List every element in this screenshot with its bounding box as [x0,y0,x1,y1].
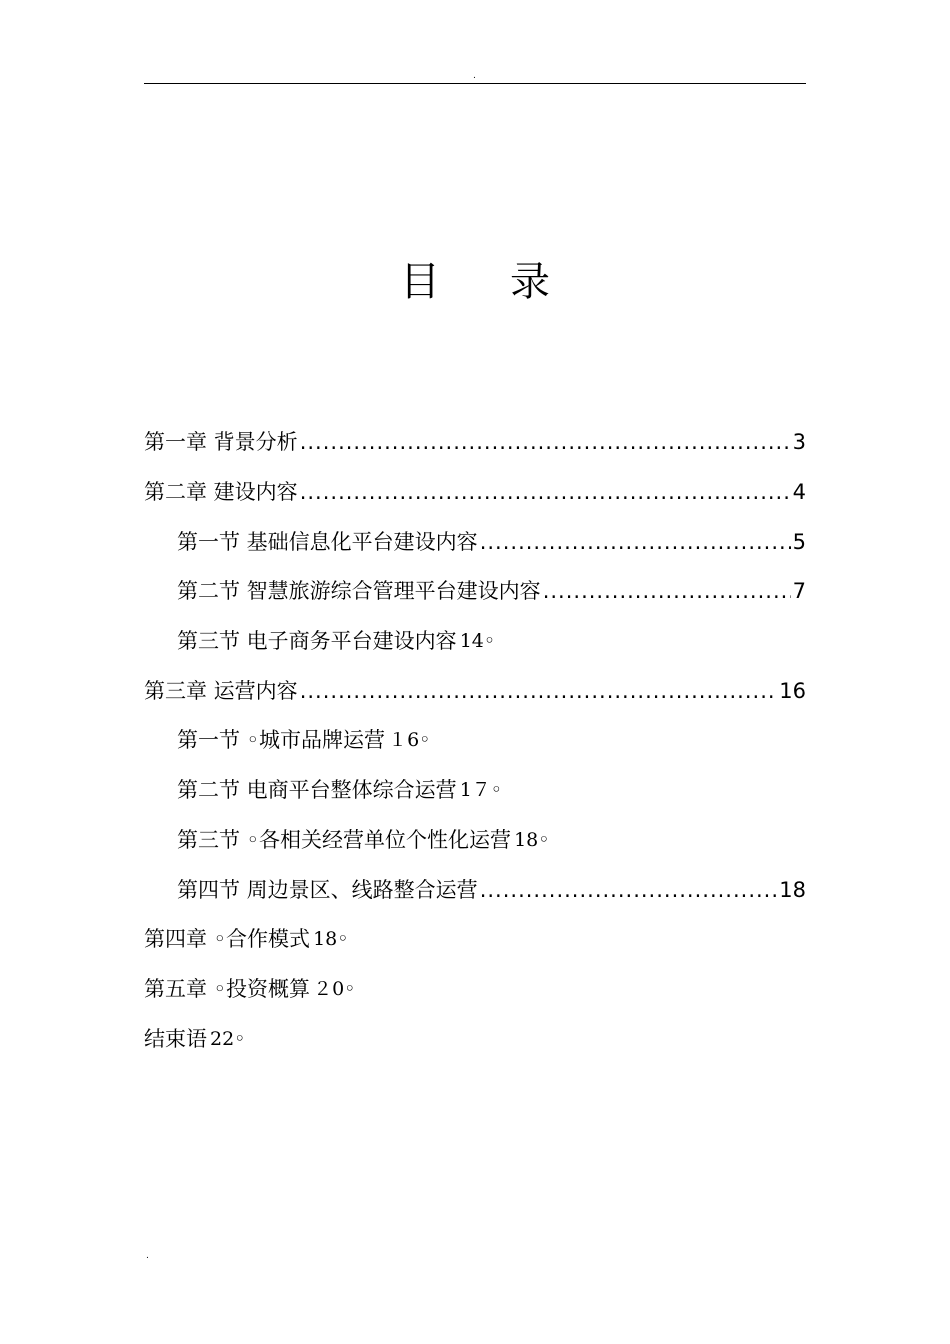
toc-entry-label: 第四节 周边景区、线路整合运营 [177,877,478,902]
toc-entry[interactable] [144,965,806,1015]
toc-entry-label: 第二节 智慧旅游综合管理平台建设内容 [177,579,541,604]
toc-entry[interactable] [144,517,806,567]
toc-entry-label: 第一章 背景分析 [144,430,298,455]
toc-entry-page: 18◦ [313,928,349,951]
table-of-contents [144,418,806,1064]
toc-entry[interactable] [144,418,806,468]
toc-entry[interactable] [144,716,806,766]
page-title [0,259,950,305]
toc-leader-dots [480,532,791,553]
header-rule [144,83,806,84]
toc-entry-page: 18◦ [514,828,550,851]
toc-entry-label: 第三节 电子商务平台建设内容 [177,629,457,654]
toc-entry-label: 第二节 电商平台整体综合运营 [177,778,457,803]
toc-leader-dots [300,432,791,453]
toc-entry-label: 第一节 基础信息化平台建设内容 [177,529,478,554]
toc-entry-page: 18 [779,877,806,902]
toc-entry-label: 第二章 建设内容 [144,480,298,505]
toc-entry[interactable] [144,666,806,716]
toc-entry-label: 第四章 ◦合作模式 [144,927,311,952]
toc-leader-dots [480,880,778,901]
header-mark: . [473,71,476,81]
toc-leader-dots [300,681,778,702]
toc-entry-page: 7 [792,579,806,604]
toc-entry[interactable] [144,915,806,965]
title-char-1: 目 [400,259,440,305]
toc-entry-page: 4 [792,480,806,505]
toc-entry[interactable] [144,617,806,667]
toc-entry[interactable] [144,1014,806,1064]
footer-mark: . [146,1251,149,1261]
toc-entry-label: 第三章 运营内容 [144,678,298,703]
toc-entry-page: 3 [792,430,806,455]
toc-entry-label: 第一节 ◦城市品牌运营 [177,728,386,753]
toc-entry-page: 14◦ [459,630,496,653]
toc-entry-label: 第三节 ◦各相关经营单位个性化运营 [177,827,512,852]
toc-entry[interactable] [144,816,806,866]
toc-entry[interactable] [144,567,806,617]
toc-entry[interactable] [144,766,806,816]
toc-entry-page: 5 [792,529,806,554]
toc-leader-dots [543,581,791,602]
toc-leader-dots [300,482,791,503]
toc-entry-page: 1７◦ [459,779,502,802]
title-char-2: 录 [510,259,550,305]
toc-entry-page: １6◦ [388,729,431,752]
toc-entry-page: ２0◦ [313,977,356,1000]
toc-entry-page: 16 [779,678,806,703]
toc-entry-page: 22◦ [210,1027,246,1050]
toc-entry[interactable] [144,468,806,518]
toc-entry-label: 结束语 [144,1026,207,1051]
toc-entry-label: 第五章 ◦投资概算 [144,976,311,1001]
toc-entry[interactable] [144,865,806,915]
